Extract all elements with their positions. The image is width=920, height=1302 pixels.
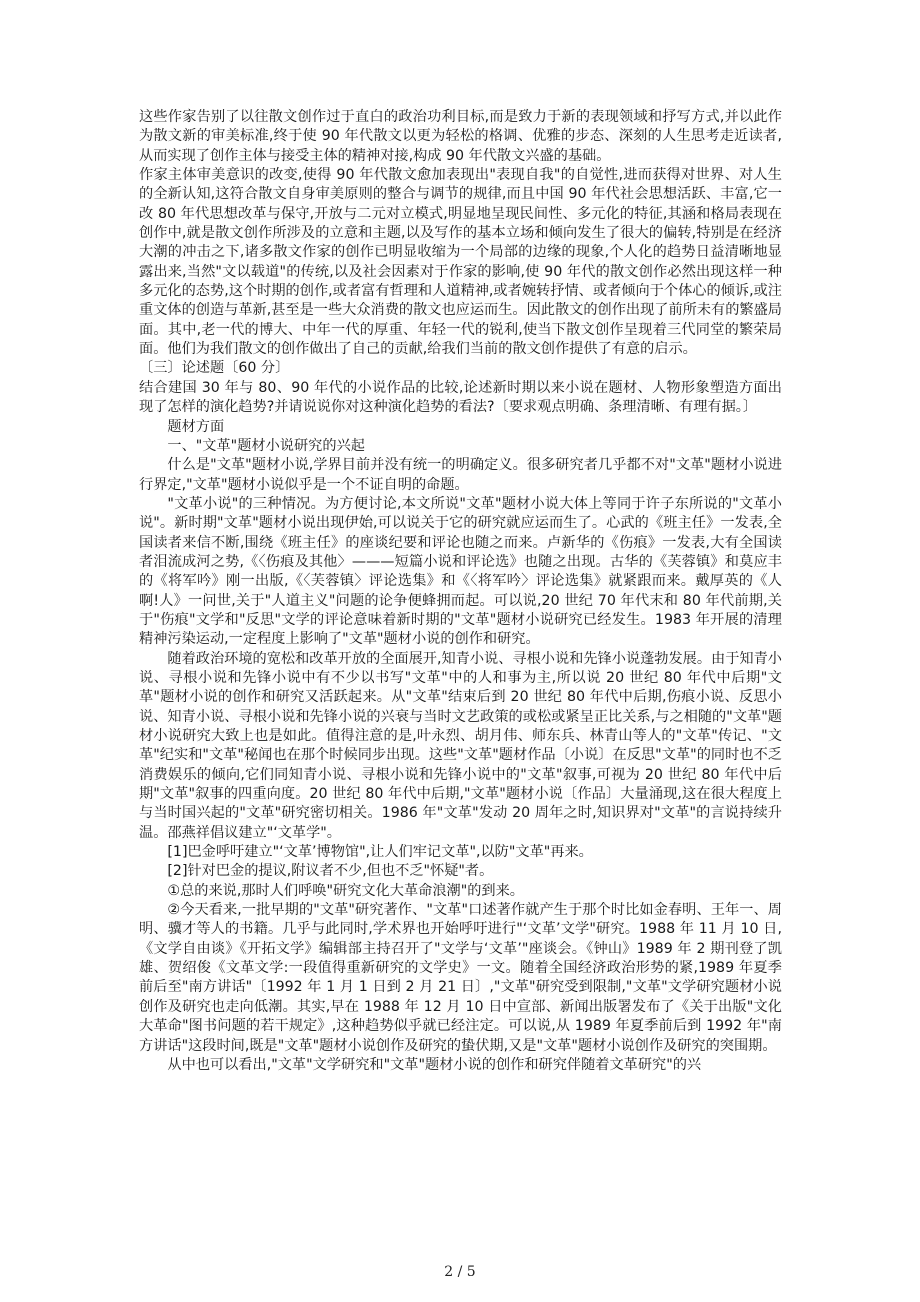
subheading-subject-matter: 题材方面 [167,418,225,435]
paragraph-point-2: ②今天看来,一批早期的"文革"研究著作、"文革"口述著作就产生于那个时比如金春明、王年一、周明、骥才等人的书籍。几乎与此同时,学术界也开始呼吁进行"‘文革’文学"研究。1988 年 11 月 10 日,《文学自由谈》《开拓文学》编辑部主持召开了"文学与‘文革’"座谈会。《钟山》1989 年 2 期刊登了凯雄、贺绍俊《文革文学:一段值得重新研究的文学史》一文。随着全国经济政治形势的紧,1989 年夏季前后至"南方讲话"〔1992 年 1 月 1 日到 2 月 21 日〕,"文革"研究受到限制,"文革"文学研究题材小说创作及研究也走向低潮。其实,早在 1988 年 12 月 10 日中宣部、新闻出版署发布了《关于出版"文化大革命"图书问题的若干规定》,这种趋势似乎就已经注定。可以说,从 1989 年夏季前后到 1992 年"南方讲话"这段时间,既是"文革"题材小说创作及研究的蛰伏期,又是"文革"题材小说创作及研究的突围期。 [139,902,782,1054]
subheading-rise-of-research: 一、"文革"题材小说研究的兴起 [167,437,365,454]
paragraph-point-1: ①总的来说,那时人们呼唤"研究文化大革命浪潮"的到来。 [167,882,524,899]
paragraph-prose-intro: 这些作家告别了以往散文创作过于直白的政治功利目标,而是致力于新的表现领域和抒写方式,并以此作为散文新的审美标准,终于使 90 年代散文以更为轻松的格调、优雅的步态、深刻的人生思考走近读者,从而实现了创作主体与接受主体的精神对接,构成 90 年代散文兴盛的基础。 [139,109,782,164]
paragraph-three-cases: "文革小说"的三种情况。为方便讨论,本文所说"文革"题材小说大体上等同于许子东所说的"文革小说"。新时期"文革"题材小说出现伊始,可以说关于它的研究就应运而生了。心武的《班主任》一发表,全国读者来信不断,围绕《班主任》的座谈纪要和评论也随之而来。卢新华的《伤痕》一发表,大有全国读者泪流成河之势,《〈伤痕及其他〉———短篇小说和评论选》也随之出现。古华的《芙蓉镇》和莫应丰的《将军吟》刚一出版,《〈芙蓉镇〉评论选集》和《〈将军吟〉评论选集》就紧跟而来。戴厚英的《人啊!人》一问世,关于"人道主义"问题的论争便蜂拥而起。可以说,20 世纪 70 年代末和 80 年代前期,关于"伤痕"文学和"反思"文学的评论意味着新时期的"文革"题材小说研究已经发生。1983 年开展的清理精神污染运动,一定程度上影响了"文革"题材小说的创作和研究。 [139,495,782,648]
paragraph-conclusion: 从中也可以看出,"文革"文学研究和"文革"题材小说的创作和研究伴随着文革研究"的兴 [167,1056,702,1073]
paragraph-political-environment: 随着政治环境的宽松和改革开放的全面展开,知青小说、寻根小说和先锋小说蓬勃发展。由于知青小说、寻根小说和先锋小说中有不少以书写"文革"中的人和事为主,所以说 20 世纪 80 年代中后期"文革"题材小说的创作和研究又活跃起来。从"文革"结束后到 20 世纪 80 年代中后期,伤痕小说、反思小说、知青小说、寻根小说和先锋小说的兴衰与当时文艺政策的或松或紧呈正比关系,与之相随的"文革"题材小说研究大致上也是如此。值得注意的是,叶永烈、胡月伟、师东兵、林青山等人的"文革"传记、"文革"纪实和"文革"秘闻也在那个时候同步出现。这些"文革"题材作品〔小说〕在反思"文革"的同时也不乏消费娱乐的倾向,它们同知青小说、寻根小说和先锋小说中的"文革"叙事,可视为 20 世纪 80 年代中后期"文革"叙事的四重向度。20 世纪 80 年代中后期,"文革"题材小说〔作品〕大量涌现,这在很大程度上与当时国兴起的"文革"研究密切相关。1986 年"文革"发动 20 周年之时,知识界对"文革"的言说持续升温。邵燕祥倡议建立"‘文革学"。 [139,650,782,841]
question-prompt: 结合建国 30 年与 80、90 年代的小说作品的比较,论述新时期以来小说在题材、人物形象塑造方面出现了怎样的演化趋势?并请说说你对这种演化趋势的看法?〔要求观点明确、条理清晰、有理有据。〕 [139,379,782,416]
paragraph-definition: 什么是"文革"题材小说,学界目前并没有统一的明确定义。很多研究者几乎都不对"文革"题材小说进行界定,"文革"题材小说似乎是一个不证自明的命题。 [139,457,782,493]
paragraph-note-1: [1]巴金呼吁建立"‘文革’博物馆",让人们牢记文革",以防"文革"再来。 [167,844,593,861]
page-number: 2 / 5 [444,1264,476,1280]
paragraph-prose-aesthetics: 作家主体审美意识的改变,使得 90 年代散文愈加表现出"表现自我"的自觉性,进而获得对世界、对人生的全新认知,这符合散文自身审美原则的整合与调节的规律,而且中国 90 年代社会思想活跃、丰富,它一改 80 年代思想改革与保守,开放与二元对立模式,明显地呈现民间性、多元化的特征,其涵和格局表现在创作中,就是散文创作所涉及的立意和主题,以及写作的基本立场和倾向发生了很大的偏转,特别是在经济大潮的冲击之下,诸多散文作家的创作已明显收缩为一个局部的边缘的现象,个人化的趋势日益清晰地显露出来,当然"文以载道"的传统,以及社会因素对于作家的影响,使 90 年代的散文创作必然出现这样一种多元化的态势,这个时期的创作,或者富有哲理和人道精神,或者婉转抒情、或者倾向于个体心的倾诉,或注重文体的创造与革新,甚至是一些大众消费的散文也应运而生。因此散文的创作出现了前所未有的繁盛局面。其中,老一代的博大、中年一代的厚重、年轻一代的锐利,使当下散文创作呈现着三代同堂的繁荣局面。他们为我们散文的创作做出了自己的贡献,给我们当前的散文创作提供了有意的启示。 [139,167,782,358]
document-body [139,108,782,1075]
paragraph-note-2: [2]针对巴金的提议,附议者不少,但也不乏"怀疑"者。 [167,863,494,880]
section-heading-essay: 〔三〕论述题〔60 分〕 [139,360,290,377]
